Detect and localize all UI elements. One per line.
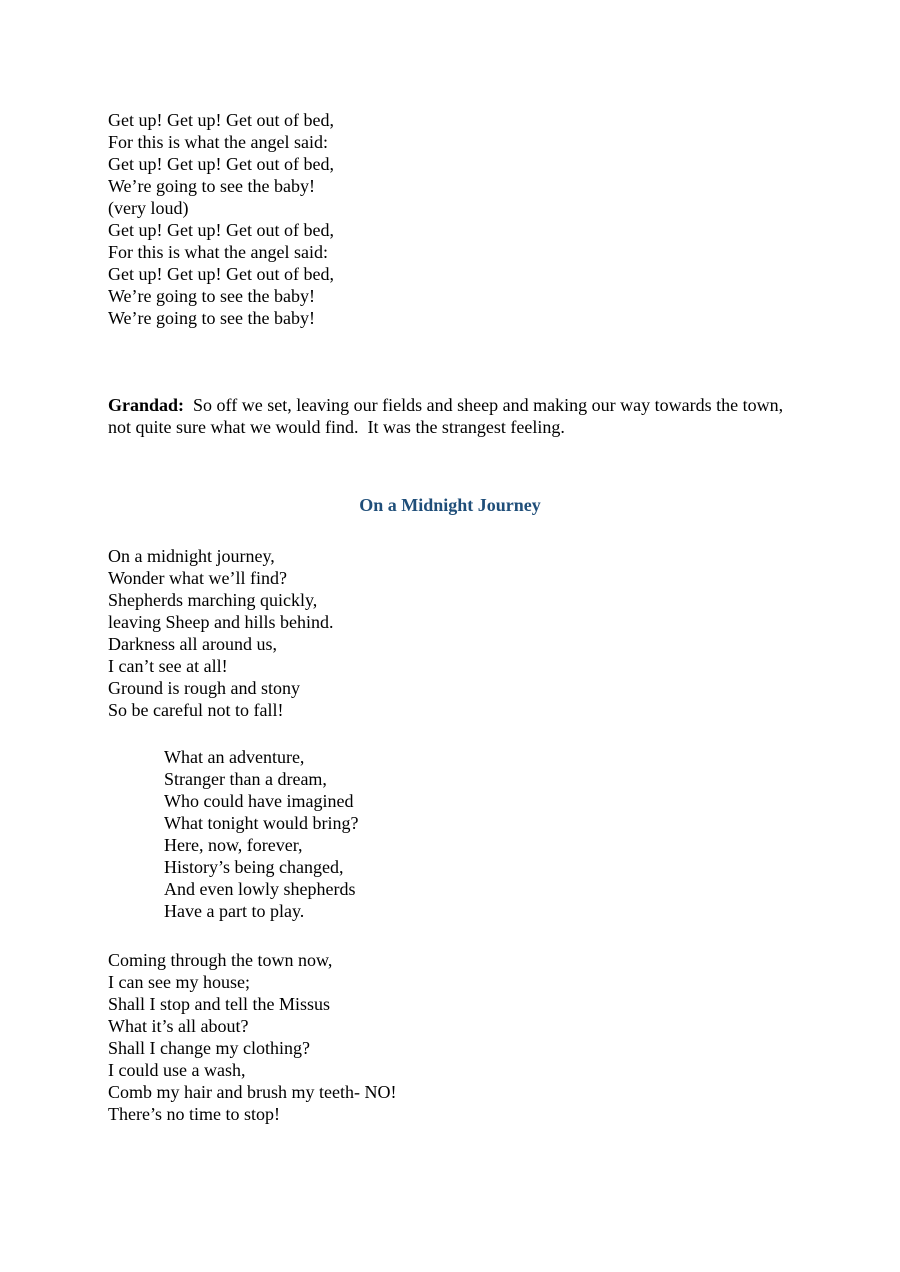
verse-one-block [108,545,333,721]
lyric-line: Get up! Get up! Get out of bed, [108,154,334,174]
lyric-line: Ground is rough and stony [108,678,300,698]
lyric-line: I can’t see at all! [108,656,228,676]
song-title: On a Midnight Journey [359,495,541,515]
narration-text: So off we set, leaving our fields and sheep and making our way towards the town, not quite sure what we would find. It was the strangest feeling. [108,395,788,437]
lyric-line: Get up! Get up! Get out of bed, [108,220,334,240]
lyric-line: Shall I stop and tell the Missus [108,994,330,1014]
lyric-line: And even lowly shepherds [164,879,356,899]
lyric-line: For this is what the angel said: [108,132,328,152]
lyric-line: Stranger than a dream, [164,769,327,789]
lyric-line: What an adventure, [164,747,305,767]
lyric-line: History’s being changed, [164,857,344,877]
lyric-line: What it’s all about? [108,1016,249,1036]
lyric-line: Shepherds marching quickly, [108,590,318,610]
lyric-line: We’re going to see the baby! [108,176,315,196]
lyric-line: For this is what the angel said: [108,242,328,262]
lyric-line: I can see my house; [108,972,250,992]
lyric-line: Darkness all around us, [108,634,277,654]
verse-two-block [108,949,396,1125]
lyric-line: On a midnight journey, [108,546,275,566]
stage-direction: (very loud) [108,198,189,218]
lyric-line: So be careful not to fall! [108,700,284,720]
lyric-line: Get up! Get up! Get out of bed, [108,264,334,284]
lyric-line: We’re going to see the baby! [108,286,315,306]
narration-paragraph [108,394,808,438]
lyric-line: Get up! Get up! Get out of bed, [108,110,334,130]
lyric-line: leaving Sheep and hills behind. [108,612,334,632]
lyric-line: Here, now, forever, [164,835,303,855]
lyric-line: We’re going to see the baby! [108,308,315,328]
lyric-line: I could use a wash, [108,1060,246,1080]
speaker-name: Grandad: [108,395,185,415]
lyric-line: Wonder what we’ll find? [108,568,287,588]
lyric-line: What tonight would bring? [164,813,359,833]
lyric-line: Coming through the town now, [108,950,333,970]
lyric-line: There’s no time to stop! [108,1104,280,1124]
lyric-line: Comb my hair and brush my teeth- NO! [108,1082,397,1102]
lyric-line: Shall I change my clothing? [108,1038,310,1058]
song-chorus-block [164,746,358,922]
chorus-lyrics-block [108,109,334,329]
lyric-line: Have a part to play. [164,901,305,921]
lyric-line: Who could have imagined [164,791,354,811]
